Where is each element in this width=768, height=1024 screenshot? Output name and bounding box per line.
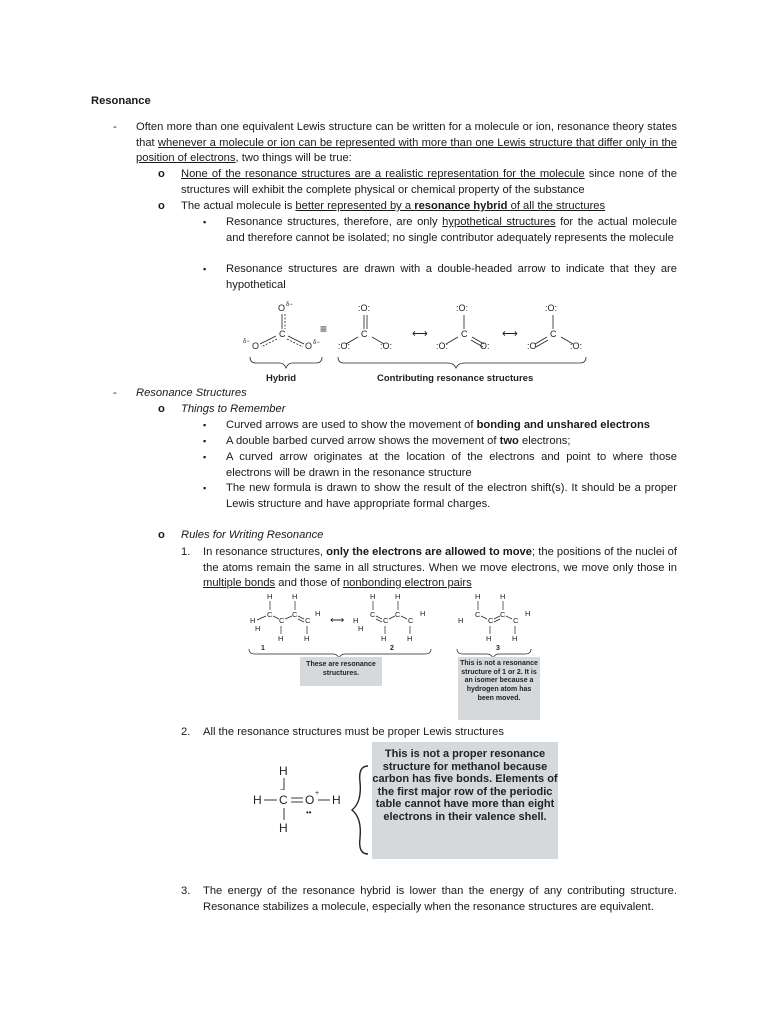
circle-bullet: o — [158, 168, 165, 180]
rule-1-underlined-end: nonbonding electron pairs — [342, 577, 472, 589]
svg-text:C: C — [305, 616, 311, 625]
svg-text:H: H — [458, 616, 464, 625]
svg-text::O:: :O: — [358, 303, 371, 313]
thing-4: The new formula is drawn to show the result of the electron shift(s). It should be a proper Lewis structure and have appropriate formal charges. — [226, 482, 677, 510]
svg-text:••: •• — [306, 808, 312, 817]
svg-text::O:: :O: — [545, 303, 558, 313]
svg-text:C: C — [279, 329, 286, 339]
svg-text:H: H — [292, 592, 298, 601]
svg-text:H: H — [500, 592, 506, 601]
allyl-resonance-figure — [245, 590, 545, 658]
circle-bullet: o — [158, 200, 165, 212]
dash-bullet: - — [113, 387, 117, 399]
svg-text:H: H — [395, 592, 401, 601]
svg-text:H: H — [358, 624, 364, 633]
svg-text:⟷: ⟷ — [330, 615, 345, 626]
svg-text::O:: :O: — [456, 303, 469, 313]
methanol-figure — [250, 762, 375, 858]
rule-3-number: 3. — [181, 885, 191, 897]
svg-text:H: H — [512, 634, 518, 643]
svg-text:H: H — [279, 764, 288, 778]
subheading-things: Things to Remember — [181, 403, 286, 415]
sub-point-1-text-end: for the actual molecule and therefore cannot be isolated; no single contributor adequately represents the molecule — [226, 216, 677, 244]
resonance-note-box: These are resonance structures. — [300, 657, 382, 686]
contributing-label: Contributing resonance structures — [377, 373, 534, 384]
page-title: Resonance — [91, 95, 151, 107]
rule-1 — [203, 545, 677, 592]
svg-text::O:: :O: — [338, 341, 351, 351]
svg-text:≡: ≡ — [320, 322, 328, 336]
rule-1-text-and: and those of — [275, 577, 343, 589]
point-2-text: The actual molecule is — [181, 200, 296, 212]
intro-text: Often more than one equivalent Lewis structure can be written for a molecule or ion, resonance theory states that — [136, 121, 677, 149]
square-bullet: ▪ — [203, 217, 207, 227]
square-bullet: ▪ — [203, 264, 207, 274]
square-bullet: ▪ — [203, 420, 207, 430]
thing-2-bold: two — [499, 435, 519, 447]
svg-text:−: − — [280, 787, 285, 794]
svg-text:C: C — [383, 616, 389, 625]
thing-1-text: Curved arrows are used to show the movement of — [226, 419, 477, 431]
svg-text:C: C — [488, 616, 494, 625]
svg-text:H: H — [304, 634, 310, 643]
svg-text:C: C — [550, 329, 557, 339]
thing-1-bold: bonding and unshared electrons — [476, 419, 651, 431]
thing-2 — [226, 434, 677, 450]
point-2-underlined-end: of all the structures — [507, 200, 606, 212]
svg-text:O:: O: — [480, 341, 490, 351]
rule-1-number: 1. — [181, 546, 191, 558]
svg-text:⟷: ⟷ — [412, 328, 428, 340]
svg-text:O: O — [252, 341, 260, 351]
svg-text::O:: :O: — [436, 341, 449, 351]
svg-text:O: O — [305, 793, 315, 807]
svg-text:C: C — [361, 329, 368, 339]
sub-point-1-underlined: hypothetical structures — [442, 216, 556, 228]
svg-text:H: H — [381, 634, 387, 643]
thing-2-text-end: electrons; — [518, 435, 571, 447]
svg-text:O: O — [305, 341, 313, 351]
svg-text:C: C — [461, 329, 468, 339]
point-2-bold: resonance hybrid — [414, 200, 508, 212]
svg-text:H: H — [267, 592, 273, 601]
sub-point-2: Resonance structures are drawn with a double-headed arrow to indicate that they are hypothetical — [226, 263, 677, 291]
svg-text:H: H — [407, 634, 413, 643]
svg-text:H: H — [279, 821, 288, 835]
rule-3: The energy of the resonance hybrid is lower than the energy of any contributing structure. Resonance stabilizes a molecule, especially when the resonance structures are equivalent. — [203, 885, 677, 913]
isomer-note-box: This is not a resonance structure of 1 or 2. It is an isomer because a hydrogen atom has been moved. — [458, 657, 540, 720]
svg-text:δ−: δ− — [243, 339, 250, 345]
rule-1-underlined: multiple bonds — [203, 577, 276, 589]
thing-1 — [226, 418, 677, 434]
svg-text:δ−: δ− — [286, 302, 293, 308]
svg-text:H: H — [255, 624, 261, 633]
rule-1-text: In resonance structures, — [203, 546, 327, 558]
svg-text:H: H — [475, 592, 481, 601]
point-1-underlined: None of the resonance structures are a realistic representation for the molecule — [181, 168, 585, 180]
intro-text-end: , two things will be true: — [235, 152, 352, 164]
svg-text:C: C — [279, 793, 288, 807]
svg-text:C: C — [513, 616, 519, 625]
svg-text:δ−: δ− — [313, 340, 320, 346]
rule-1-text-mid: ; the positions of the nuclei of the atoms remain the same in all structures. When we move electrons, we move only those in — [203, 546, 677, 574]
circle-bullet: o — [158, 403, 165, 415]
rule-2-number: 2. — [181, 726, 191, 738]
svg-text:H: H — [332, 793, 341, 807]
point-2 — [181, 199, 677, 215]
svg-text:O: O — [278, 303, 286, 313]
svg-text:H: H — [253, 793, 262, 807]
intro-paragraph — [136, 120, 677, 167]
sub-point-1-text: Resonance structures, therefore, are only — [226, 216, 443, 228]
svg-text:C: C — [370, 610, 376, 619]
intro-underlined: whenever a molecule or ion can be represented with more than one Lewis structure that differ only in the position of electrons — [136, 136, 677, 164]
point-1-text: since none of the structures will exhibit the complete physical or chemical property of the substance — [181, 168, 677, 196]
svg-text:H: H — [420, 609, 426, 618]
svg-text:C: C — [475, 610, 481, 619]
svg-text:+: + — [315, 790, 320, 797]
section-heading: Resonance Structures — [136, 387, 247, 399]
sub-point-1 — [226, 215, 677, 246]
structure-label-1: 1 — [261, 645, 265, 652]
svg-text::O:: :O: — [570, 341, 583, 351]
svg-text:C: C — [267, 610, 273, 619]
carbonate-resonance-figure — [240, 297, 590, 387]
svg-text::O:: :O: — [380, 341, 393, 351]
structure-label-3: 3 — [496, 645, 500, 652]
svg-text:H: H — [486, 634, 492, 643]
dash-bullet: - — [113, 121, 117, 133]
svg-text:H: H — [353, 616, 359, 625]
svg-text:C: C — [395, 610, 401, 619]
methanol-note-box: This is not a proper resonance structure for methanol because carbon has five bonds. Elements of the first major row of the periodic table cannot have more than eight electrons in their valence shell. — [372, 742, 558, 859]
svg-text:H: H — [370, 592, 376, 601]
svg-text:H: H — [250, 616, 256, 625]
square-bullet: ▪ — [203, 436, 207, 446]
square-bullet: ▪ — [203, 483, 207, 493]
hybrid-label: Hybrid — [266, 373, 297, 384]
svg-text:H: H — [525, 609, 531, 618]
rule-1-bold: only the electrons are allowed to move — [326, 546, 533, 558]
point-1 — [181, 167, 677, 198]
subheading-rules: Rules for Writing Resonance — [181, 529, 324, 541]
svg-text:C: C — [500, 610, 506, 619]
svg-text:C: C — [408, 616, 414, 625]
square-bullet: ▪ — [203, 452, 207, 462]
circle-bullet: o — [158, 529, 165, 541]
svg-text:C: C — [292, 610, 298, 619]
svg-text:H: H — [315, 609, 321, 618]
rule-2: All the resonance structures must be proper Lewis structures — [203, 726, 504, 738]
svg-text:⟷: ⟷ — [502, 328, 518, 340]
thing-2-text: A double barbed curved arrow shows the movement of — [226, 435, 500, 447]
svg-text:C: C — [279, 616, 285, 625]
svg-text::O: :O — [527, 341, 537, 351]
point-2-underlined: better represented by a — [295, 200, 415, 212]
structure-label-2: 2 — [390, 645, 394, 652]
thing-3: A curved arrow originates at the location of the electrons and point to where those electrons will be drawn in the resonance structure — [226, 451, 677, 479]
svg-text:H: H — [278, 634, 284, 643]
